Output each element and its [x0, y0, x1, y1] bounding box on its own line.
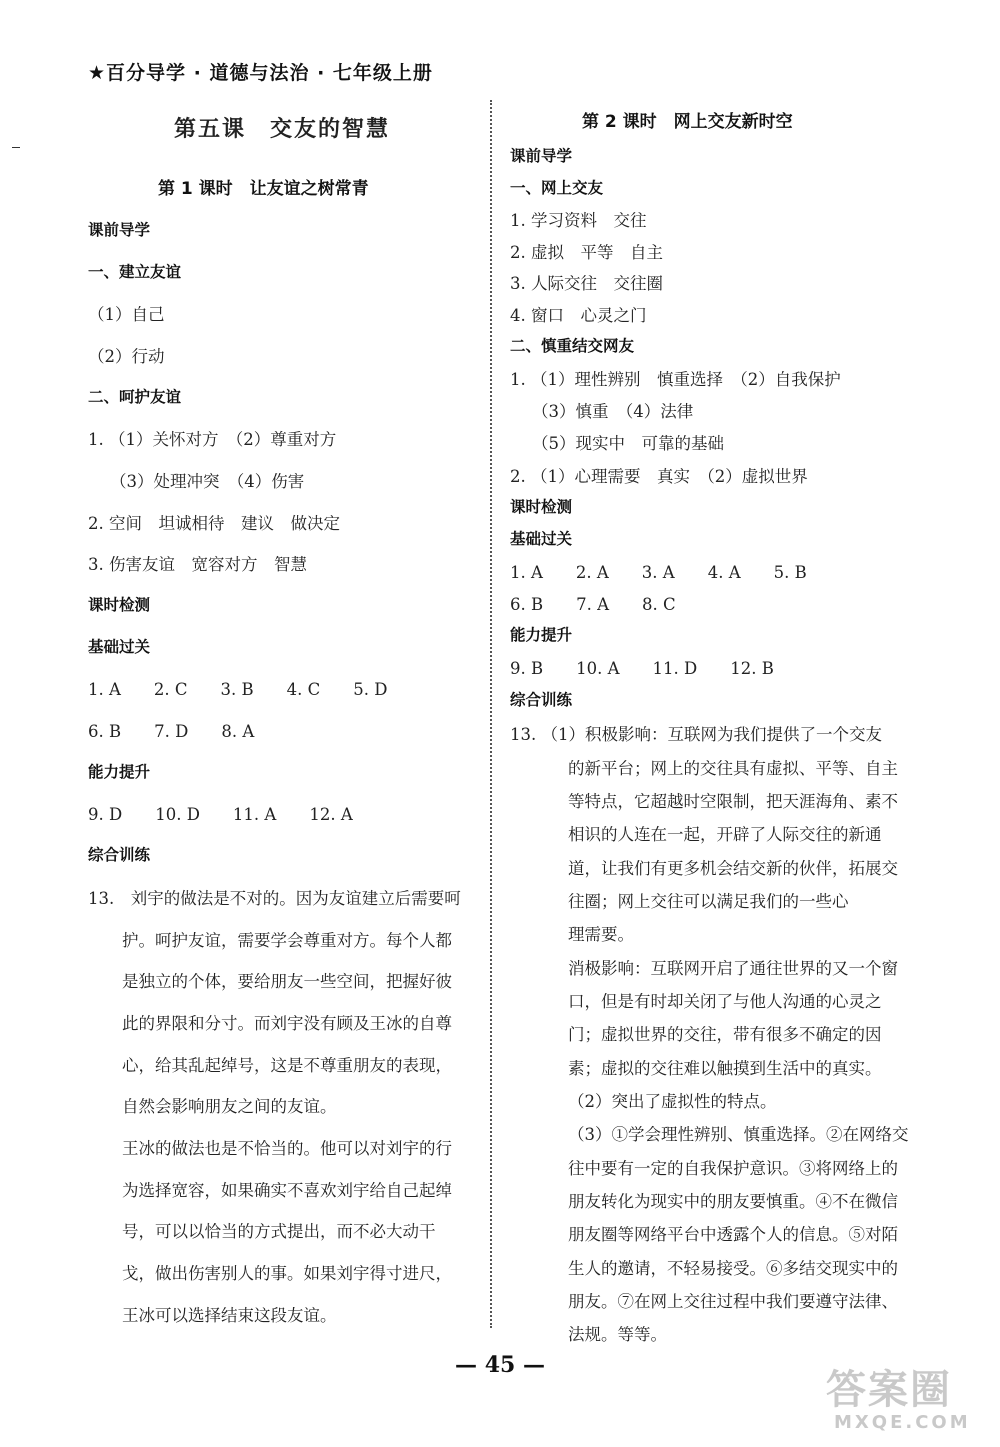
- answer-line: 往中要有一定的自我保护意识。③将网络上的: [568, 1159, 898, 1178]
- answer-line: 朋友转化为现实中的朋友要慎重。④不在微信: [568, 1192, 898, 1211]
- answer-line: 自然会影响朋友之间的友谊。: [122, 1097, 337, 1116]
- subsection-heading: 一、网上交友: [510, 179, 604, 197]
- subsection-heading: 一、建立友谊: [88, 263, 182, 281]
- watermark-url: MXQE.COM: [834, 1412, 971, 1433]
- answer-line: 往圈；网上交往可以满足我们的一些心: [568, 892, 849, 911]
- answer-line: 号，可以以恰当的方式提出，而不必大动干: [122, 1222, 436, 1241]
- answer-line: 1. A 2. A 3. A 4. A 5. B: [510, 563, 807, 582]
- answer-line: 13. （1）积极影响：互联网为我们提供了一个交友: [510, 725, 882, 744]
- answer-line: 1. （1）理性辨别 慎重选择 （2）自我保护: [510, 370, 841, 389]
- answer-line: （5）现实中 可靠的基础: [532, 434, 724, 453]
- section-heading: 课时检测: [510, 498, 573, 516]
- subsection-heading: 综合训练: [510, 691, 573, 709]
- subsection-heading: 基础过关: [88, 638, 151, 656]
- answer-line: 2. 虚拟 平等 自主: [510, 243, 663, 262]
- answer-line: 4. 窗口 心灵之门: [510, 306, 647, 325]
- answer-line: 的新平台；网上的交往具有虚拟、平等、自主: [568, 759, 898, 778]
- subsection-heading: 基础过关: [510, 530, 573, 548]
- answer-line: 为选择宽容，如果确实不喜欢刘宇给自己起绰: [122, 1181, 452, 1200]
- answer-line: 6. B 7. A 8. C: [510, 595, 676, 614]
- answer-line: 6. B 7. D 8. A: [88, 722, 255, 741]
- answer-line: 生人的邀请，不轻易接受。⑥多结交现实中的: [568, 1259, 898, 1278]
- answer-line: 王冰的做法也是不恰当的。他可以对刘宇的行: [122, 1139, 452, 1158]
- answer-line: 法规。等等。: [568, 1325, 667, 1344]
- answer-line: 1. 学习资料 交往: [510, 211, 647, 230]
- subsection-heading: 二、慎重结交网友: [510, 337, 635, 355]
- column-divider: [490, 100, 492, 1328]
- answer-line: 13. 刘宇的做法是不对的。因为友谊建立后需要呵: [88, 889, 461, 908]
- answer-line: 口，但是有时却关闭了与他人沟通的心灵之: [568, 992, 882, 1011]
- answer-line: 3. 伤害友谊 宽容对方 智慧: [88, 555, 307, 574]
- answer-line: 消极影响：互联网开启了通往世界的又一个窗: [568, 959, 898, 978]
- answer-line: 道，让我们有更多机会结交新的伙伴，拓展交: [568, 859, 898, 878]
- answer-line: 9. B 10. A 11. D 12. B: [510, 659, 774, 678]
- answer-line: 1. （1）关怀对方 （2）尊重对方: [88, 430, 337, 449]
- answer-line: 9. D 10. D 11. A 12. A: [88, 805, 353, 824]
- section-heading: 课时检测: [88, 596, 151, 614]
- answer-line: 朋友圈等网络平台中透露个人的信息。⑤对陌: [568, 1225, 898, 1244]
- margin-mark: [12, 147, 20, 148]
- lesson-title: 第五课 交友的智慧: [174, 116, 391, 142]
- period-title: 第 2 课时 网上交友新时空: [582, 112, 793, 132]
- page-number: — 45 —: [455, 1352, 545, 1378]
- site-watermark: [826, 1368, 990, 1440]
- answer-line: 理需要。: [568, 925, 634, 944]
- answer-line: （2）突出了虚拟性的特点。: [568, 1092, 777, 1111]
- watermark-logo-text: 答案圈: [826, 1367, 952, 1413]
- subsection-heading: 能力提升: [88, 763, 151, 781]
- answer-line: 王冰可以选择结束这段友谊。: [122, 1306, 337, 1325]
- answer-line: 此的界限和分寸。而刘宇没有顾及王冰的自尊: [122, 1014, 452, 1033]
- answer-line: 朋友。⑦在网上交往过程中我们要遵守法律、: [568, 1292, 898, 1311]
- book-header: ★百分导学 · 道德与法治 · 七年级上册: [88, 62, 433, 84]
- answer-line: 门；虚拟世界的交往，带有很多不确定的因: [568, 1025, 882, 1044]
- answer-line: 素；虚拟的交往难以触摸到生活中的真实。: [568, 1059, 882, 1078]
- answer-line: 是独立的个体，要给朋友一些空间，把握好彼: [122, 972, 452, 991]
- answer-line: （2）行动: [88, 347, 165, 366]
- answer-line: （3）处理冲突 （4）伤害: [110, 472, 305, 491]
- section-heading: 课前导学: [510, 147, 573, 165]
- answer-line: 戈，做出伤害别人的事。如果刘宇得寸进尺，: [122, 1264, 452, 1283]
- answer-line: （3）①学会理性辨别、慎重选择。②在网络交: [568, 1125, 909, 1144]
- answer-line: 相识的人连在一起，开辟了人际交往的新通: [568, 825, 882, 844]
- answer-line: （3）慎重 （4）法律: [532, 402, 694, 421]
- answer-line: 2. 空间 坦诚相待 建议 做决定: [88, 514, 340, 533]
- subsection-heading: 二、呵护友谊: [88, 388, 182, 406]
- period-title: 第 1 课时 让友谊之树常青: [158, 179, 369, 199]
- answer-line: 3. 人际交往 交往圈: [510, 274, 663, 293]
- answer-line: 护。呵护友谊，需要学会尊重对方。每个人都: [122, 931, 452, 950]
- answer-line: （1）自己: [88, 305, 165, 324]
- answer-line: 等特点，它超越时空限制，把天涯海角、素不: [568, 792, 898, 811]
- subsection-heading: 综合训练: [88, 846, 151, 864]
- section-heading: 课前导学: [88, 221, 151, 239]
- answer-line: 2. （1）心理需要 真实 （2）虚拟世界: [510, 467, 808, 486]
- answer-line: 1. A 2. C 3. B 4. C 5. D: [88, 680, 388, 699]
- subsection-heading: 能力提升: [510, 626, 573, 644]
- answer-line: 心，给其乱起绰号，这是不尊重朋友的表现，: [122, 1056, 452, 1075]
